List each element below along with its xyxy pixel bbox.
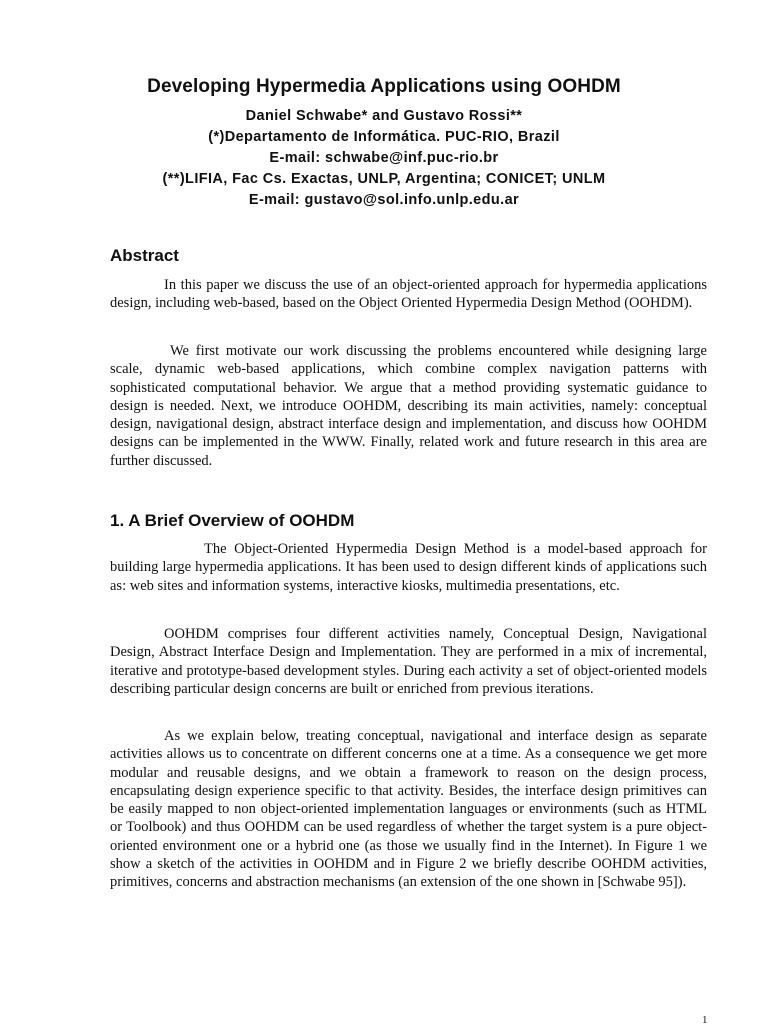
section-1-paragraph-3: As we explain below, treating conceptual, navigational and interface design as separate activities allows us to concentrate on different concerns one at a time. As a consequence we get more modular and reusable designs, and we obtain a framework to reason on the design process, encapsulating design experience specific to that activity. Besides, the interface design primitives can be easily mapped to non object-oriented implementation languages or environments (such as HTML or Toolbook) and thus OOHDM can be used regardless of whether the target system is a pure object-oriented environment one or a hybrid one (as those we usually find in the Internet). In Figure 1 we show a sketch of the activities in OOHDM and in Figure 2 we briefly describe OOHDM activities, primitives, concerns and abstraction mechanisms (an extension of the one shown in [Schwabe 95]). [110, 728, 707, 891]
abstract-paragraph-1: In this paper we discuss the use of an object-oriented approach for hypermedia applications design, including web-based, based on the Object Oriented Hypermedia Design Method (OOHDM). [110, 277, 707, 312]
section-1-paragraph-2: OOHDM comprises four different activities namely, Conceptual Design, Navigational Design, Abstract Interface Design and Implementation. They are performed in a mix of incremental, iterative and prototype-based development styles. During each activity a set of object-oriented models describing particular design concerns are built or enriched from previous iterations. [110, 626, 707, 697]
email-1: E-mail: schwabe@inf.puc-rio.br [269, 150, 499, 166]
author-names: Daniel Schwabe* and Gustavo Rossi** [245, 108, 523, 124]
section-1-heading: 1. A Brief Overview of OOHDM [110, 511, 355, 530]
email-2: E-mail: gustavo@sol.info.unlp.edu.ar [248, 192, 520, 208]
paper-header [0, 76, 768, 211]
abstract-paragraph-2: We first motivate our work discussing the problems encountered while designing large scale, dynamic web-based applications, which combine complex navigation patterns with sophisticated computational behavior. We argue that a method providing systematic guidance to design is needed. Next, we introduce OOHDM, describing its main activities, namely: conceptual design, navigational design, abstract interface design and implementation, and discuss how OOHDM designs can be implemented in the WWW. Finally, related work and future research in this area are further discussed. [110, 343, 707, 469]
page-number: 1 [702, 1014, 708, 1026]
paper-title: Developing Hypermedia Applications using OOHDM [147, 76, 621, 97]
section-1-paragraph-1: The Object-Oriented Hypermedia Design Method is a model-based approach for building large hypermedia applications. It has been used to design different kinds of applications such as: web sites and information systems, interactive kiosks, multimedia presentations, etc. [110, 541, 707, 594]
affiliation-2: (**)LIFIA, Fac Cs. Exactas, UNLP, Argentina; CONICET; UNLM [162, 171, 606, 187]
affiliation-1: (*)Departamento de Informática. PUC-RIO, Brazil [208, 129, 560, 145]
abstract-heading: Abstract [110, 246, 179, 265]
